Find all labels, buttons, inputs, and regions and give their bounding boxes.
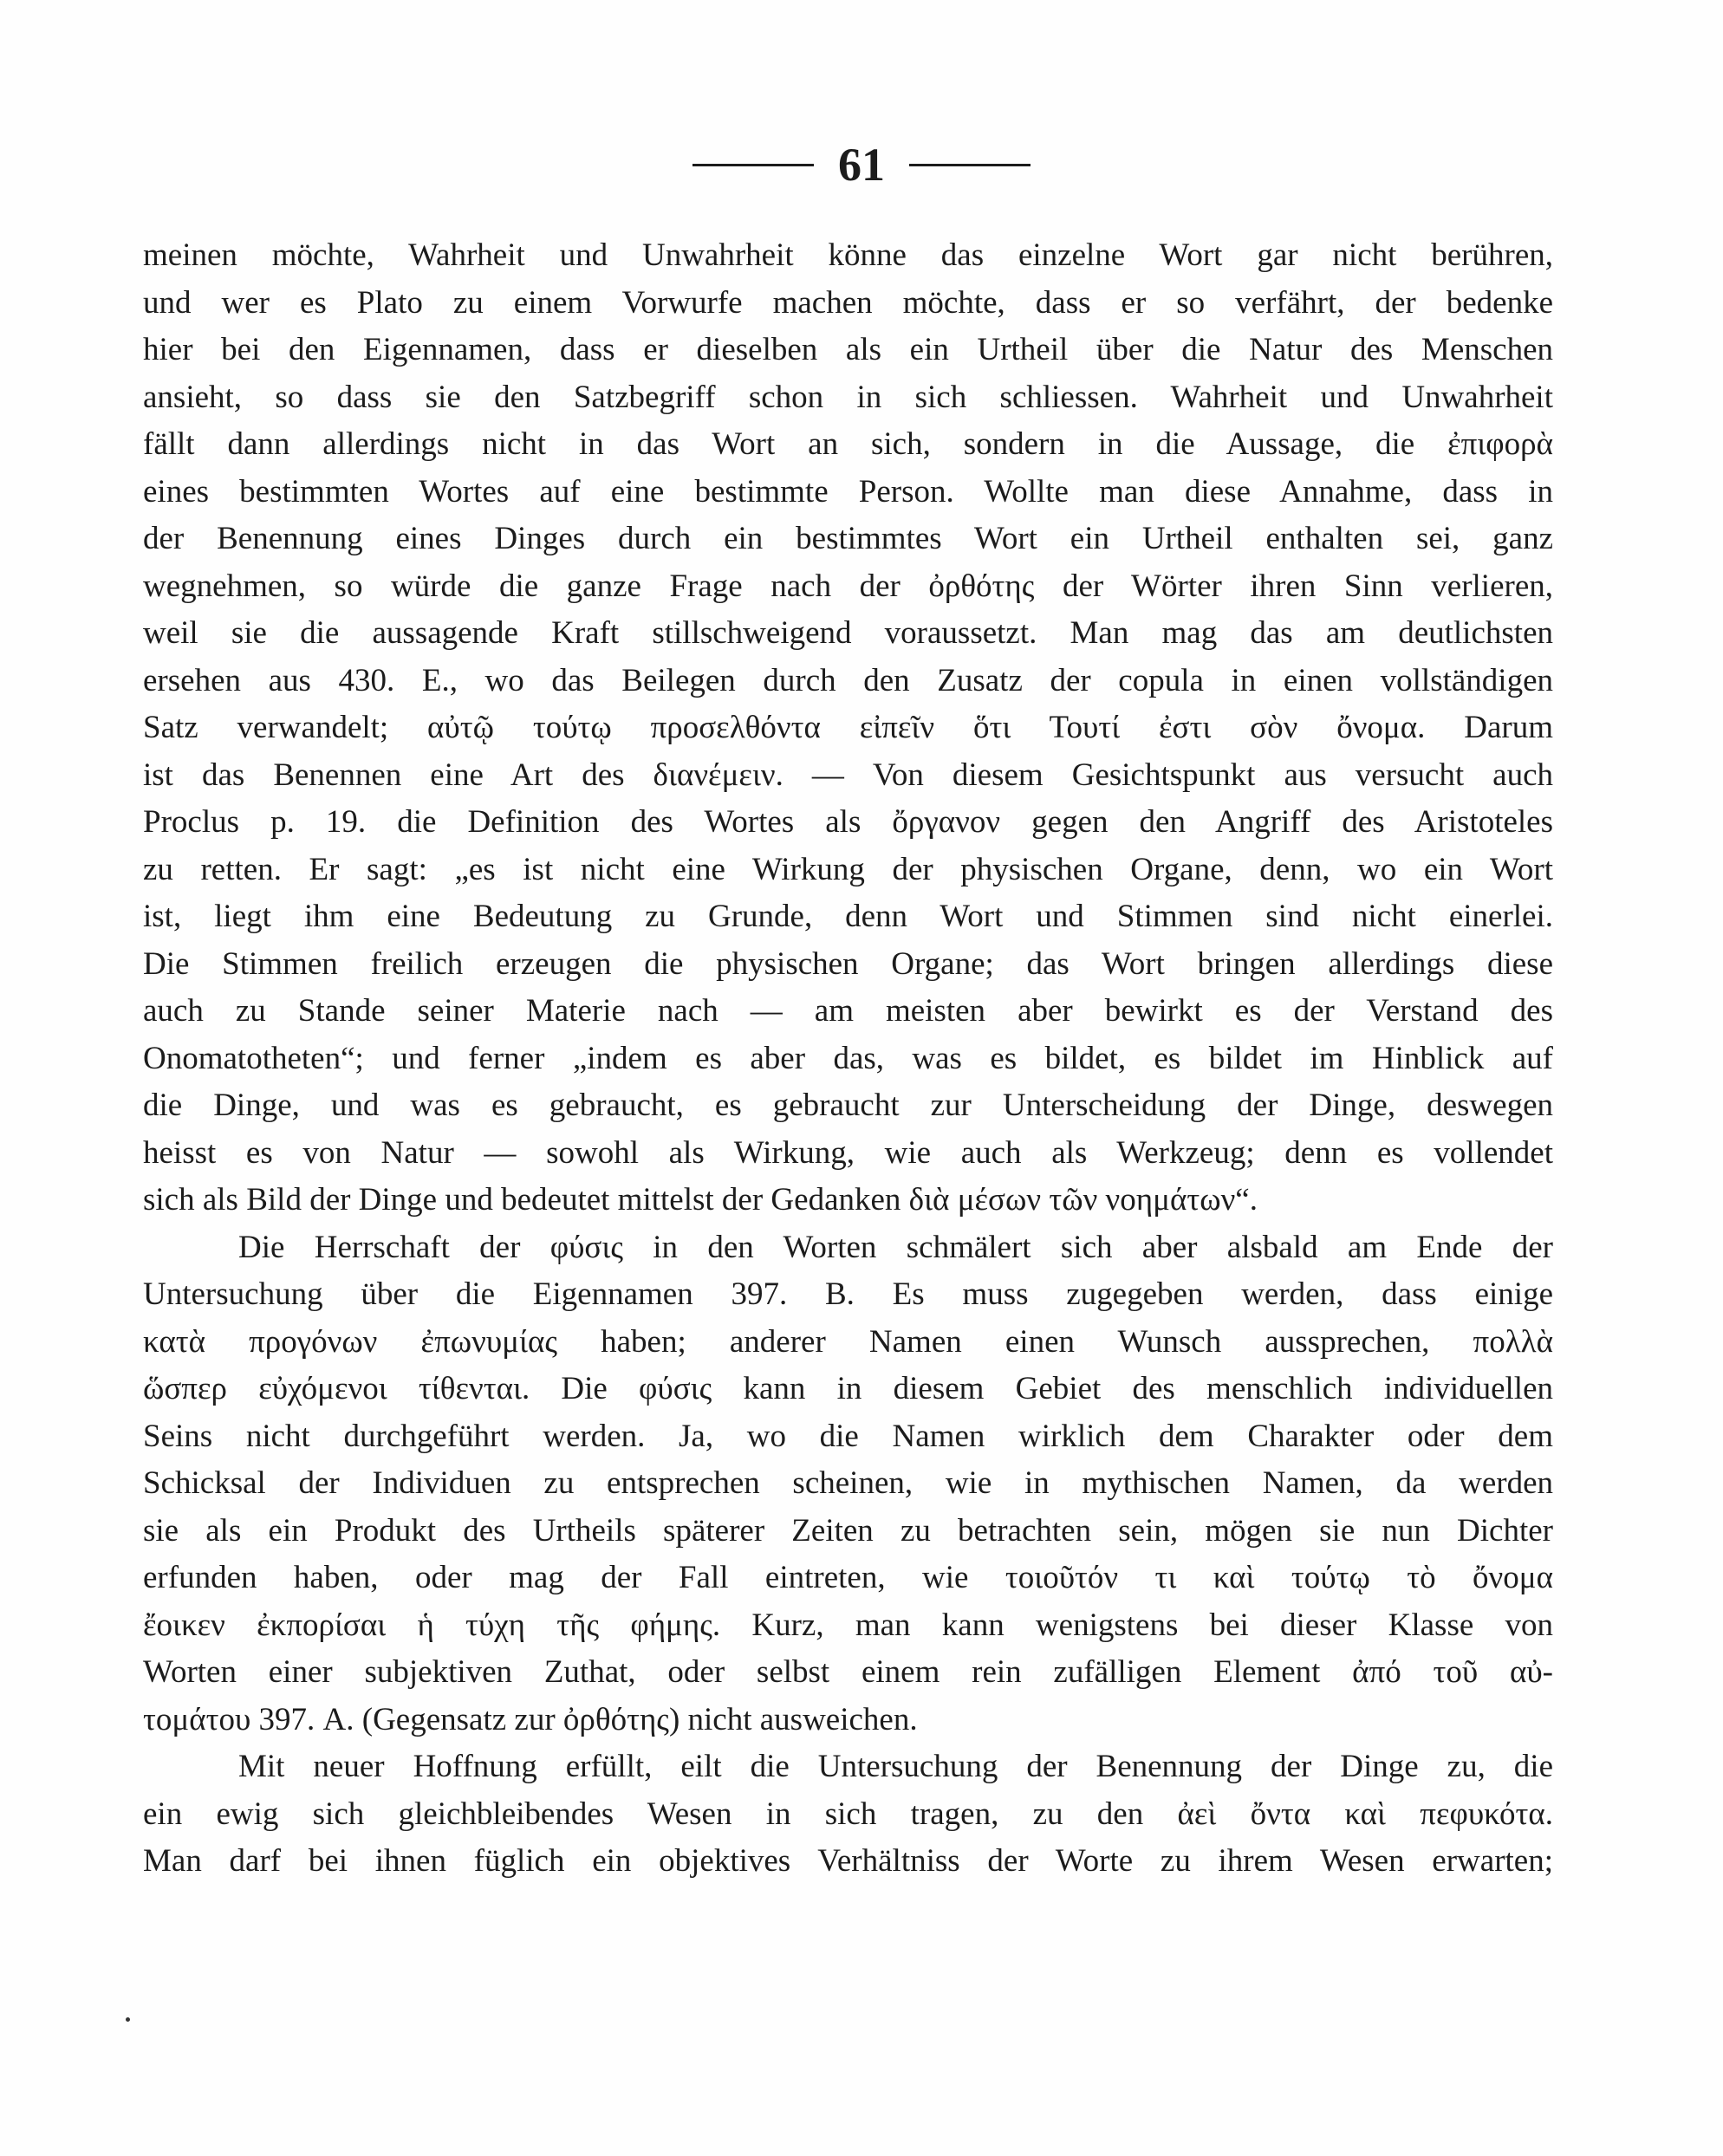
text-line: Die Stimmen freilich erzeugen die physischen Organe; das Wort bringen allerdings diese <box>143 945 1553 982</box>
text-line: meinen möchte, Wahrheit und Unwahrheit könne das einzelne Wort gar nicht berühren, <box>143 237 1553 273</box>
text-line: Schicksal der Individuen zu entsprechen scheinen, wie in mythischen Namen, da werden <box>143 1465 1553 1501</box>
text-line: wegnehmen, so würde die ganze Frage nach der ὀρθότης der Wörter ihren Sinn verlieren, <box>143 568 1553 604</box>
ink-speck <box>126 2017 130 2022</box>
header-rule-left <box>692 164 814 166</box>
text-line: ersehen aus 430. E., wo das Beilegen durch den Zusatz der copula in einen vollständigen <box>143 662 1553 698</box>
header-rule-right <box>909 164 1031 166</box>
text-line: Satz verwandelt; αὐτῷ τούτῳ προσελθόντα εἰπεῖν ὅτι Τουτί ἐστι σὸν ὄνομα. Darum <box>143 710 1553 745</box>
text-line: die Dinge, und was es gebraucht, es gebraucht zur Unterscheidung der Dinge, deswegen <box>143 1088 1553 1123</box>
text-line: zu retten. Er sagt: „es ist nicht eine Wirkung der physischen Organe, denn, wo ein Wort <box>143 851 1553 887</box>
text-line: weil sie die aussagende Kraft stillschweigend voraussetzt. Man mag das am deutlichsten <box>143 615 1553 651</box>
body-text <box>143 232 1553 1886</box>
text-line: auch zu Stande seiner Materie nach — am meisten aber bewirkt es der Verstand des <box>143 993 1553 1029</box>
text-line: ist das Benennen eine Art des διανέμειν. — Von diesem Gesichtspunkt aus versucht auch <box>143 757 1553 793</box>
text-line: fällt dann allerdings nicht in das Wort an sich, sondern in die Aussage, die ἐπιφορὰ <box>143 426 1553 462</box>
page-number: 61 <box>838 139 885 191</box>
text-line: Onomatotheten“; und ferner „indem es aber das, was es bildet, es bildet im Hinblick auf <box>143 1040 1553 1076</box>
text-line: eines bestimmten Wortes auf eine bestimmte Person. Wollte man diese Annahme, dass in <box>143 473 1553 510</box>
text-line: Mit neuer Hoffnung erfüllt, eilt die Untersuchung der Benennung der Dinge zu, die <box>238 1749 1553 1784</box>
text-line: Proclus p. 19. die Definition des Wortes als ὄργανον gegen den Angriff des Aristoteles <box>143 804 1553 840</box>
text-line: heisst es von Natur — sowohl als Wirkung, wie auch als Werkzeug; denn es vollendet <box>143 1134 1553 1171</box>
text-line: Man darf bei ihnen füglich ein objektives Verhältniss der Worte zu ihrem Wesen erwarten; <box>143 1843 1553 1879</box>
page-header <box>0 130 1723 199</box>
text-line: Worten einer subjektiven Zuthat, oder selbst einem rein zufälligen Element ἀπό τοῦ αὐ- <box>143 1654 1553 1690</box>
text-line: und wer es Plato zu einem Vorwurfe machen möchte, dass er so verfährt, der bedenke <box>143 284 1553 321</box>
text-line: ἔοικεν ἐκπορίσαι ἡ τύχη τῆς φήμης. Kurz, man kann wenigstens bei dieser Klasse von <box>143 1607 1553 1643</box>
text-line: der Benennung eines Dinges durch ein bestimmtes Wort ein Urtheil enthalten sei, ganz <box>143 521 1553 556</box>
text-line: ὥσπερ εὐχόμενοι τίθενται. Die φύσις kann in diesem Gebiet des menschlich individuellen <box>143 1371 1553 1406</box>
text-line: τομάτου 397. A. (Gegensatz zur ὀρθότης) nicht ausweichen. <box>143 1701 918 1737</box>
text-line: κατὰ προγόνων ἐπωνυμίας haben; anderer Namen einen Wunsch aussprechen, πολλὰ <box>143 1323 1553 1360</box>
text-line: Seins nicht durchgeführt werden. Ja, wo die Namen wirklich dem Charakter oder dem <box>143 1418 1553 1454</box>
text-line: erfunden haben, oder mag der Fall eintreten, wie τοιοῦτόν τι καὶ τούτῳ τὸ ὄνομα <box>143 1560 1553 1595</box>
text-line: Die Herrschaft der φύσις in den Worten schmälert sich aber alsbald am Ende der <box>238 1229 1553 1265</box>
text-line: sie als ein Produkt des Urtheils späterer Zeiten zu betrachten sein, mögen sie nun Dichter <box>143 1512 1553 1549</box>
text-line: Untersuchung über die Eigennamen 397. B. Es muss zugegeben werden, dass einige <box>143 1276 1553 1312</box>
text-line: hier bei den Eigennamen, dass er dieselben als ein Urtheil über die Natur des Menschen <box>143 332 1553 367</box>
text-line: ansieht, so dass sie den Satzbegriff schon in sich schliessen. Wahrheit und Unwahrheit <box>143 379 1553 415</box>
text-line: ein ewig sich gleichbleibendes Wesen in sich tragen, zu den ἀεὶ ὄντα καὶ πεφυκότα. <box>143 1796 1553 1832</box>
text-line: ist, liegt ihm eine Bedeutung zu Grunde, denn Wort und Stimmen sind nicht einerlei. <box>143 899 1553 934</box>
text-line: sich als Bild der Dinge und bedeutet mittelst der Gedanken διὰ μέσων τῶν νοημάτων“. <box>143 1182 1258 1218</box>
